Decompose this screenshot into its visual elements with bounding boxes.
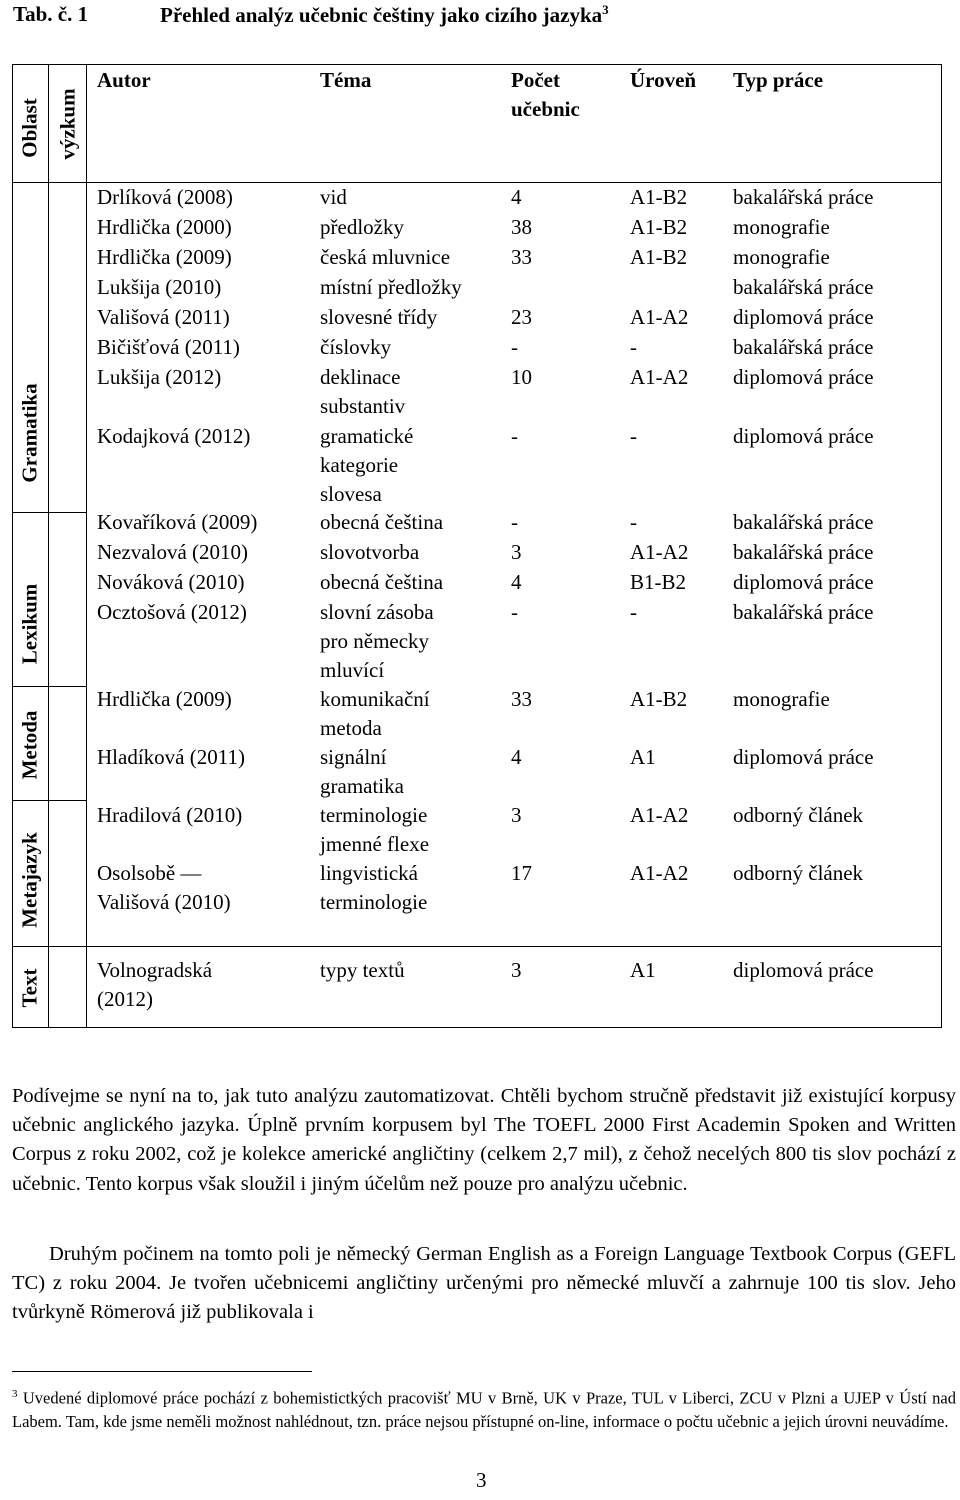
cell-typ: bakalářská práce xyxy=(733,510,874,534)
cell-pocet: 10 xyxy=(511,365,532,389)
cell-tema: lingvistická terminologie xyxy=(320,861,428,914)
cell-uroven: A1-B2 xyxy=(630,215,688,239)
cell-tema: typy textů xyxy=(320,958,405,982)
cell-pocet: 33 xyxy=(511,687,532,711)
cell-uroven: A1-A2 xyxy=(630,540,689,564)
cell-uroven: A1-A2 xyxy=(630,803,689,827)
cell-autor: Osolsobě — Vališová (2010) xyxy=(97,861,231,914)
cell-uroven: A1-B2 xyxy=(630,687,688,711)
area-header-oblast: Oblast xyxy=(17,98,42,158)
cell-pocet: 4 xyxy=(511,185,522,209)
cell-autor: Hrdlička (2000) xyxy=(97,215,232,239)
cell-autor: Lukšija (2010) xyxy=(97,275,222,299)
cell-pocet: - xyxy=(511,510,518,534)
cell-autor: Nezvalová (2010) xyxy=(97,540,249,564)
cell-tema: místní předložky xyxy=(320,275,462,299)
cell-tema: gramatické kategorie slovesa xyxy=(320,424,414,506)
cell-tema: terminologie jmenné flexe xyxy=(320,803,430,856)
cell-typ: diplomová práce xyxy=(733,745,874,769)
cell-uroven: A1 xyxy=(630,958,656,982)
column-header-pocet: Počet učebnic xyxy=(511,68,580,121)
footnote xyxy=(12,1383,956,1434)
cell-tema: obecná čeština xyxy=(320,570,444,594)
cell-tema: komunikační metoda xyxy=(320,687,430,740)
column-header-uroven: Úroveň xyxy=(630,68,697,92)
cell-uroven: A1-A2 xyxy=(630,365,689,389)
cell-pocet: 23 xyxy=(511,305,532,329)
cell-tema: obecná čeština xyxy=(320,510,444,534)
cell-pocet: 4 xyxy=(511,745,522,769)
cell-autor: Ocztošová (2012) xyxy=(97,600,247,624)
cell-pocet: 17 xyxy=(511,861,532,885)
page-number: 3 xyxy=(476,1468,487,1492)
cell-typ: monografie xyxy=(733,245,830,269)
footnote-ref: 3 xyxy=(602,2,609,17)
cell-pocet: - xyxy=(511,600,518,624)
cell-pocet: 4 xyxy=(511,570,522,594)
cell-pocet: 38 xyxy=(511,215,532,239)
cell-tema: slovní zásoba pro německy mluvící xyxy=(320,600,434,682)
cell-autor: Vališová (2011) xyxy=(97,305,230,329)
cell-typ: diplomová práce xyxy=(733,365,874,389)
cell-typ: bakalářská práce xyxy=(733,185,874,209)
area-label-text: Text xyxy=(17,968,42,1008)
cell-uroven: A1-B2 xyxy=(630,245,688,269)
cell-autor: Kodajková (2012) xyxy=(97,424,251,448)
table-title: Přehled analýz učebnic češtiny jako cizího jazyka$^3$ xyxy=(160,2,609,27)
cell-pocet: 33 xyxy=(511,245,532,269)
cell-tema: slovotvorba xyxy=(320,540,420,564)
cell-pocet: 3 xyxy=(511,803,522,827)
cell-uroven: - xyxy=(630,510,637,534)
cell-tema: signální gramatika xyxy=(320,745,404,798)
cell-autor: Bičišťová (2011) xyxy=(97,335,240,359)
cell-pocet: 3 xyxy=(511,958,522,982)
cell-typ: bakalářská práce xyxy=(733,600,874,624)
body-paragraph-2: Druhým počinem na tomto poli je německý German English as a Foreign Language Textbook Corpus (GEFL TC) z roku 2004. Je tvořen učebnicemi angličtiny určenými pro německé mluvčí a zahrnuje 100 tis slov. Jeho tvůrkyně Römerová již publikovala i xyxy=(12,1243,956,1324)
cell-autor: Nováková (2010) xyxy=(97,570,245,594)
cell-pocet: - xyxy=(511,335,518,359)
cell-typ: bakalářská práce xyxy=(733,540,874,564)
cell-uroven: A1-B2 xyxy=(630,185,688,209)
area-label-metajazyk: Metajazyk xyxy=(17,832,42,928)
cell-tema: česká mluvnice xyxy=(320,245,451,269)
column-header-autor: Autor xyxy=(97,68,151,92)
cell-uroven: - xyxy=(630,424,637,448)
cell-uroven: - xyxy=(630,335,637,359)
column-header-tema: Téma xyxy=(320,68,372,92)
cell-typ: diplomová práce xyxy=(733,305,874,329)
cell-autor: Kovaříková (2009) xyxy=(97,510,258,534)
body-paragraph-1: Podívejme se nyní na to, jak tuto analýzu zautomatizovat. Chtěli bychom stručně představit již existující korpusy učebnic anglického jazyka. Úplně prvním korpusem byl The TOEFL 2000 First Academin Spoken and Written Corpus z roku 2002, což je kolekce americké angličtiny (celkem 2,7 mil), z čehož necelých 800 tis slov pochází z učebnic. Tento korpus však sloužil i jiným účelům než pouze pro analýzu učebnic. xyxy=(12,1085,956,1195)
cell-typ: diplomová práce xyxy=(733,570,874,594)
cell-uroven: A1-A2 xyxy=(630,861,689,885)
area-label-lexikum: Lexikum xyxy=(17,583,42,665)
cell-autor: Hradilová (2010) xyxy=(97,803,243,827)
column-header-typ: Typ práce xyxy=(733,68,824,92)
cell-uroven: A1 xyxy=(630,745,656,769)
cell-autor: Hrdlička (2009) xyxy=(97,687,232,711)
cell-pocet: 3 xyxy=(511,540,522,564)
area-label-metoda: Metoda xyxy=(17,710,42,780)
cell-typ: bakalářská práce xyxy=(733,335,874,359)
area-header-vyzkum: výzkum xyxy=(55,88,80,160)
cell-uroven: B1-B2 xyxy=(630,570,687,594)
cell-autor: Hrdlička (2009) xyxy=(97,245,232,269)
table-label: Tab. č. 1 xyxy=(13,2,89,26)
cell-tema: vid xyxy=(320,185,347,209)
cell-autor: Volnogradská (2012) xyxy=(97,958,213,1011)
area-label-gramatika: Gramatika xyxy=(17,383,42,483)
footnote-text: Uvedené diplomové práce pochází z bohemistictkých pracovišť MU v Brně, UK v Praze, TUL v Liberci, ZCU v Plzni a UJEP v Ústí nad Labem. Tam, kde jsme neměli možnost nahlédnout, tzn. práce nejsou přístupné on-line, informace o počtu učebnic a jejich úrovni neuvádíme. xyxy=(12,1388,956,1431)
cell-typ: monografie xyxy=(733,215,830,239)
cell-typ: diplomová práce xyxy=(733,424,874,448)
footnote-divider xyxy=(12,1371,312,1372)
cell-typ: odborný článek xyxy=(733,861,864,885)
footnote-number: 3 xyxy=(12,1388,18,1400)
cell-tema: číslovky xyxy=(320,335,392,359)
cell-tema: předložky xyxy=(320,215,404,239)
cell-tema: slovesné třídy xyxy=(320,305,438,329)
cell-autor: Hladíková (2011) xyxy=(97,745,245,769)
cell-autor: Lukšija (2012) xyxy=(97,365,222,389)
cell-typ: monografie xyxy=(733,687,830,711)
cell-uroven: A1-A2 xyxy=(630,305,689,329)
cell-pocet: - xyxy=(511,424,518,448)
cell-autor: Drlíková (2008) xyxy=(97,185,233,209)
cell-tema: deklinace substantiv xyxy=(320,365,406,418)
cell-typ: bakalářská práce xyxy=(733,275,874,299)
cell-typ: odborný článek xyxy=(733,803,864,827)
cell-uroven: - xyxy=(630,600,637,624)
cell-typ: diplomová práce xyxy=(733,958,874,982)
